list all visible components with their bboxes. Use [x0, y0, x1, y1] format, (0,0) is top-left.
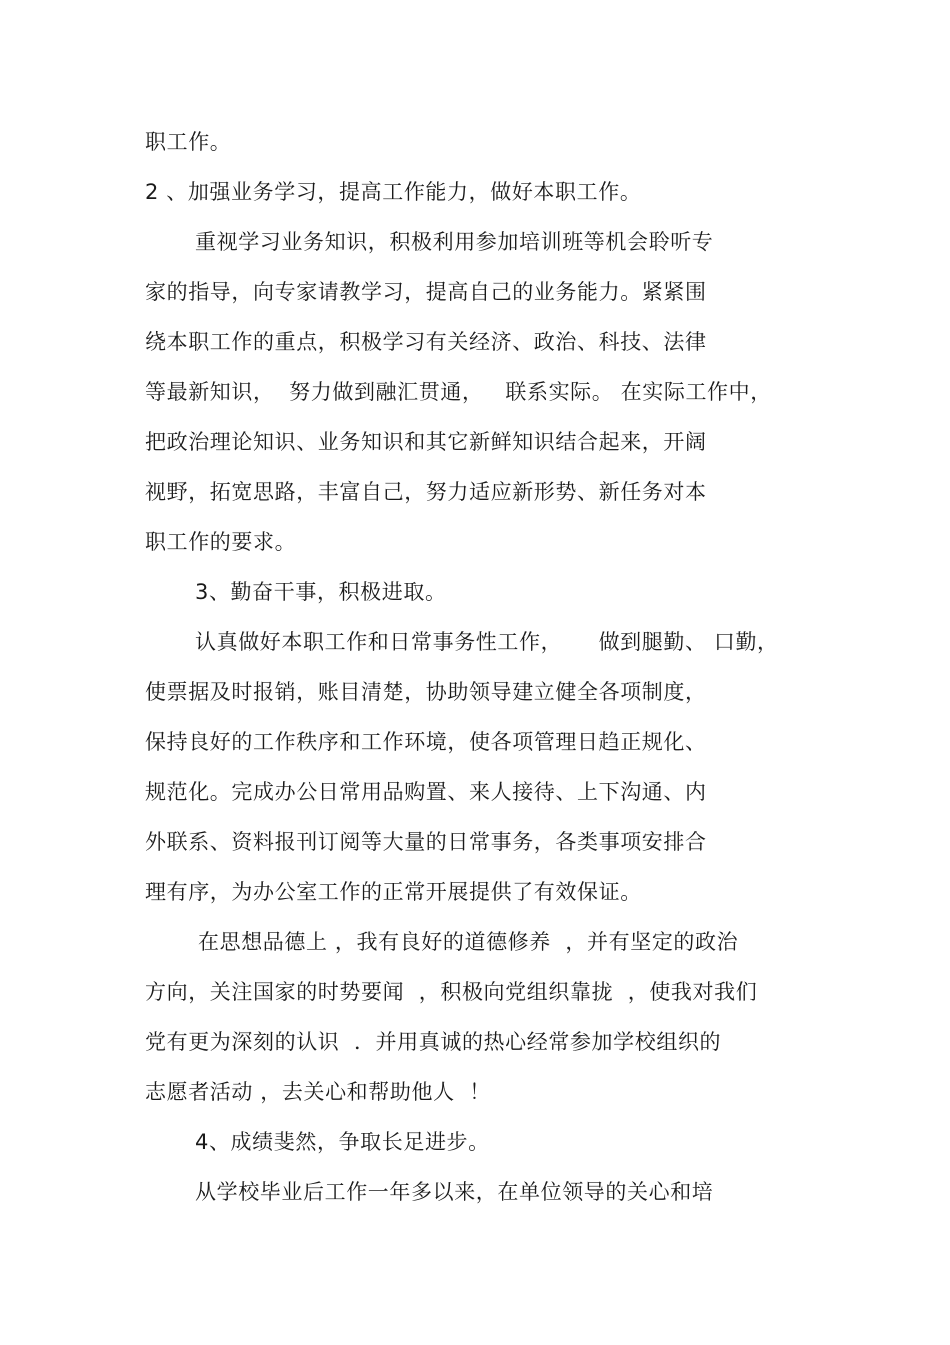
text-line: 把政治理论知识、业务知识和其它新鲜知识结合起来，开阔 — [145, 430, 707, 454]
text-line: 等最新知识， 努力做到融汇贯通， 联系实际。 在实际工作中， — [145, 380, 772, 404]
text-line: 职工作的要求。 — [145, 530, 297, 554]
paragraph-first-line: 在思想品德上 ，我有良好的道德修养 ，并有坚定的政治 — [198, 930, 739, 954]
text-line: 志愿者活动 ，去关心和帮助他人 ！ — [145, 1080, 491, 1104]
text-line: 党有更为深刻的认识 ．并用真诚的热心经常参加学校组织的 — [145, 1030, 722, 1054]
text-line: 理有序，为办公室工作的正常开展提供了有效保证。 — [145, 880, 642, 904]
text-line: 保持良好的工作秩序和工作环境，使各项管理日趋正规化、 — [145, 730, 707, 754]
section-heading: 4、成绩斐然，争取长足进步。 — [195, 1130, 490, 1154]
text-line: 外联系、资料报刊订阅等大量的日常事务，各类事项安排合 — [145, 830, 707, 854]
section-heading: 3、勤奋干事，积极进取。 — [195, 580, 447, 604]
section-heading: 2 、加强业务学习，提高工作能力，做好本职工作。 — [145, 180, 642, 204]
paragraph-first-line: 从学校毕业后工作一年多以来，在单位领导的关心和培 — [195, 1180, 714, 1204]
paragraph-first-line: 重视学习业务知识，积极利用参加培训班等机会聆听专 — [195, 230, 714, 254]
text-line: 使票据及时报销，账目清楚，协助领导建立健全各项制度， — [145, 680, 707, 704]
text-line: 家的指导，向专家请教学习，提高自己的业务能力。紧紧围 — [145, 280, 707, 304]
text-line: 视野，拓宽思路，丰富自己，努力适应新形势、新任务对本 — [145, 480, 707, 504]
paragraph-first-line: 认真做好本职工作和日常事务性工作， 做到腿勤、 口勤， — [195, 630, 779, 654]
text-line: 方向，关注国家的时势要闻 ，积极向党组织靠拢 ，使我对我们 — [145, 980, 758, 1004]
text-line: 绕本职工作的重点，积极学习有关经济、政治、科技、法律 — [145, 330, 707, 354]
text-line: 规范化。完成办公日常用品购置、来人接待、上下沟通、内 — [145, 780, 707, 804]
text-line: 职工作。 — [145, 130, 232, 154]
